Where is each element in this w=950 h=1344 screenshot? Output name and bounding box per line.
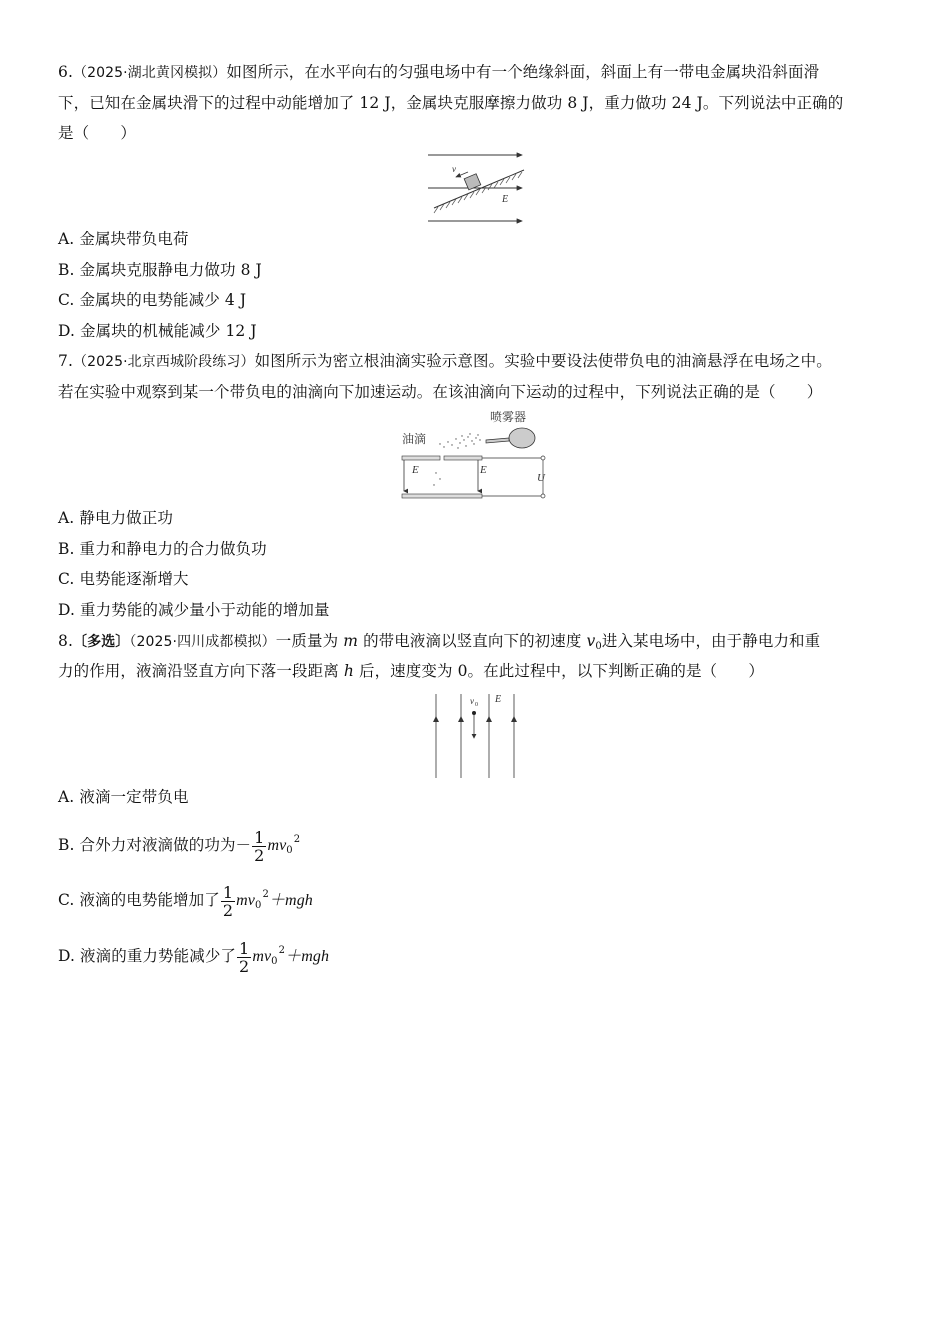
q8-fig-v-sub: 0 bbox=[475, 702, 478, 708]
q7-figure-millikan bbox=[398, 407, 558, 502]
q6-number: 6. bbox=[58, 63, 73, 81]
q6-option-b: B. 金属块克服静电力做功 8 J bbox=[58, 261, 262, 279]
q7-option-b: B. 重力和静电力的合力做负功 bbox=[58, 540, 267, 558]
q7-number: 7. bbox=[58, 352, 73, 370]
q8-d-fraction: $\frac{1}{2}$ bbox=[239, 938, 250, 976]
q6-stem-line1: 6.（2025·湖北黄冈模拟）如图所示，在水平向右的匀强电场中有一个绝缘斜面，斜面上有一带电金属块沿斜面滑 bbox=[58, 63, 820, 81]
q8-option-d: D. 液滴的重力势能减少了 $\frac{1}{2}$ $mv_0^2+mgh$ bbox=[58, 938, 330, 976]
q6-stem-line2: 下，已知在金属块滑下的过程中动能增加了 12 J，金属块克服摩擦力做功 8 J，重力做功 24 J。下列说法中正确的 bbox=[58, 94, 844, 112]
q7-stem-line2: 若在实验中观察到某一个带负电的油滴向下加速运动。在该油滴向下运动的过程中，下列说法正确的是（ ） bbox=[58, 383, 823, 401]
q8-option-c: C. 液滴的电势能增加了 $\frac{1}{2}$ $mv_0^2+mgh$ bbox=[58, 882, 313, 920]
q8-source: （2025·四川成都模拟） bbox=[129, 634, 276, 650]
q8-b-fraction: $\frac{1}{2}$ bbox=[254, 827, 265, 865]
q8-figure-field bbox=[428, 690, 528, 782]
q7-option-c: C. 电势能逐渐增大 bbox=[58, 570, 189, 588]
q7-fig-e-left: E bbox=[412, 464, 419, 476]
q8-fig-e: E bbox=[495, 694, 502, 705]
q6-metal-block bbox=[464, 174, 481, 190]
q6-option-d: D. 金属块的机械能减少 12 J bbox=[58, 322, 257, 340]
q6-option-c: C. 金属块的电势能减少 4 J bbox=[58, 291, 247, 309]
q7-fig-e-right: E bbox=[480, 464, 487, 476]
q7-fig-oil: 油滴 bbox=[402, 432, 427, 446]
q7-fig-sprayer: 喷雾器 bbox=[490, 410, 527, 424]
q7-stem-line1: 7.（2025·北京西城阶段练习）如图所示为密立根油滴实验示意图。实验中要设法使带负电的油滴悬浮在电场之中。 bbox=[58, 352, 832, 370]
q8-option-a: A. 液滴一定带负电 bbox=[58, 788, 189, 806]
q8-stem-line2: 力的作用，液滴沿竖直方向下落一段距离 h 后，速度变为 0。在此过程中，以下判断正确的是（ ） bbox=[58, 662, 764, 680]
q8-number: 8. bbox=[58, 632, 73, 650]
q7-fig-u: U bbox=[537, 472, 545, 484]
q7-option-a: A. 静电力做正功 bbox=[58, 509, 173, 527]
q7-option-d: D. 重力势能的减少量小于动能的增加量 bbox=[58, 601, 330, 619]
q8-fig-v: v bbox=[470, 696, 474, 706]
q6-stem-line3: 是（ ） bbox=[58, 124, 137, 142]
q8-droplet bbox=[472, 711, 476, 715]
q6-fig-v: v bbox=[452, 164, 456, 174]
q8-stem-line1: 8.〔多选〕（2025·四川成都模拟）一质量为 m 的带电液滴以竖直向下的初速度 $v_0$进入某电场中，由于静电力和重 bbox=[58, 632, 821, 652]
q6-source: （2025·湖北黄冈模拟） bbox=[73, 65, 227, 81]
q7-source: （2025·北京西城阶段练习） bbox=[73, 354, 255, 370]
q6-figure-incline bbox=[424, 150, 534, 228]
q6-fig-e: E bbox=[502, 194, 509, 205]
q7-sprayer-bulb bbox=[509, 428, 535, 448]
q6-option-a: A. 金属块带负电荷 bbox=[58, 230, 189, 248]
q8-option-b: B. 合外力对液滴做的功为－ $\frac{1}{2}$ $mv_0^2$ bbox=[58, 827, 301, 865]
q8-c-fraction: $\frac{1}{2}$ bbox=[222, 882, 234, 920]
q8-multi-tag: 〔多选〕 bbox=[73, 634, 130, 650]
